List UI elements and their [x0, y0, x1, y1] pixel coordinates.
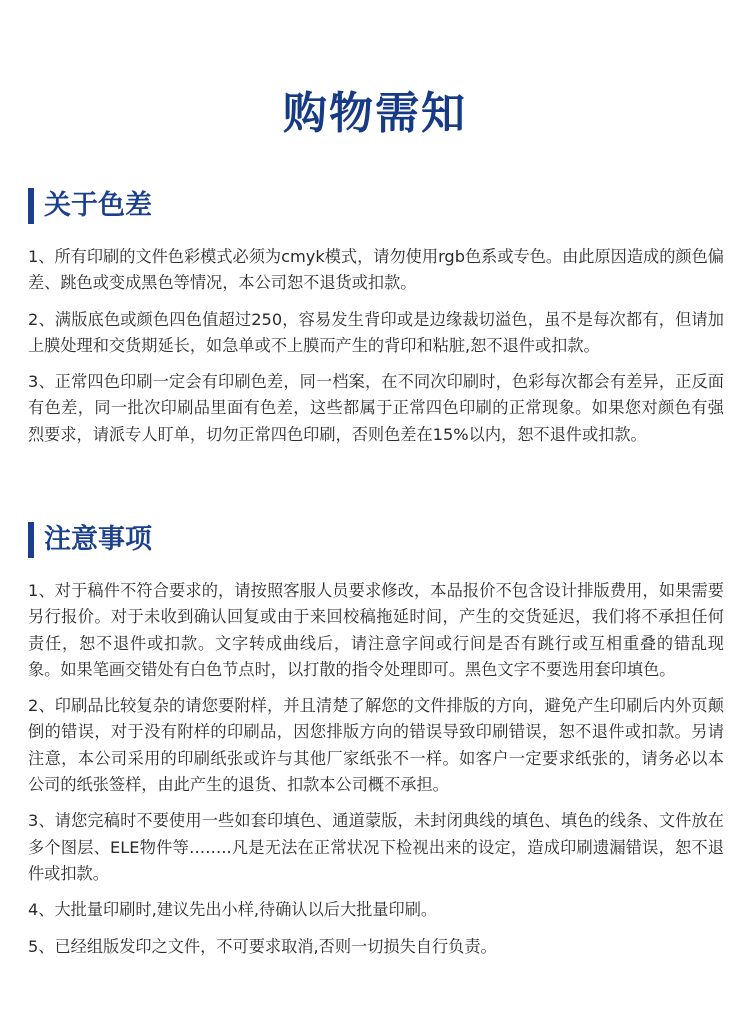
paragraph: 2、印刷品比较复杂的请您要附样，并且清楚了解您的文件排版的方向，避免产生印刷后内外页颠倒的错误，对于没有附样的印刷品，因您排版方向的错误导致印刷错误，恕不退件或扣款。另请注意，本公司采用的印刷纸张或许与其他厂家纸张不一样。如客户一定要求纸张的，请务必以本公司的纸张签样，由此产生的退货、扣款本公司概不承担。 — [28, 696, 724, 795]
paragraph: 1、所有印刷的文件色彩模式必须为cmyk模式，请勿使用rgb色系或专色。由此原因造成的颜色偏差、跳色或变成黑色等情况，本公司恕不退货或扣款。 — [28, 247, 724, 293]
section-header — [28, 186, 724, 226]
section-color-difference — [28, 186, 724, 458]
paragraph: 3、正常四色印刷一定会有印刷色差，同一档案，在不同次印刷时，色彩每次都会有差异，正反面有色差，同一批次印刷品里面有色差，这些都属于正常四色印刷的正常现象。如果您对颜色有强烈要求，请派专人盯单，切勿正常四色印刷，否则色差在15%以内，恕不退件或扣款。 — [28, 372, 724, 444]
section-title: 注意事项 — [44, 524, 152, 555]
section-accent-bar — [28, 522, 34, 558]
paragraph: 4、大批量印刷时,建议先出小样,待确认以后大批量印刷。 — [28, 900, 438, 920]
section-title: 关于色差 — [44, 190, 152, 221]
page-title: 购物需知 — [283, 88, 467, 139]
section-header — [28, 520, 724, 560]
paragraph: 2、满版底色或颜色四色值超过250，容易发生背印或是边缘裁切溢色，虽不是每次都有，但请加上膜处理和交货期延长，如急单或不上膜而产生的背印和粘脏,恕不退件或扣款。 — [28, 309, 724, 355]
paragraph: 3、请您完稿时不要使用一些如套印填色、通道蒙版，未封闭典线的填色、填色的线条、文件放在多个图层、ELE物件等……..凡是无法在正常状况下检视出来的设定，造成印刷遗漏错误，恕不退件或扣款。 — [28, 811, 724, 883]
section-notes — [28, 520, 724, 970]
paragraph: 5、已经组版发印之文件，不可要求取消,否则一切损失自行负责。 — [28, 936, 497, 956]
section-accent-bar — [28, 188, 34, 224]
paragraph: 1、对于稿件不符合要求的，请按照客服人员要求修改，本品报价不包含设计排版费用，如果需要另行报价。对于未收到确认回复或由于来回校稿拖延时间，产生的交货延迟，我们将不承担任何责任，恕不退件或扣款。文字转成曲线后，请注意字间或行间是否有跳行或互相重叠的错乱现象。如果笔画交错处有白色节点时，以打散的指令处理即可。黑色文字不要选用套印填色。 — [28, 581, 724, 679]
